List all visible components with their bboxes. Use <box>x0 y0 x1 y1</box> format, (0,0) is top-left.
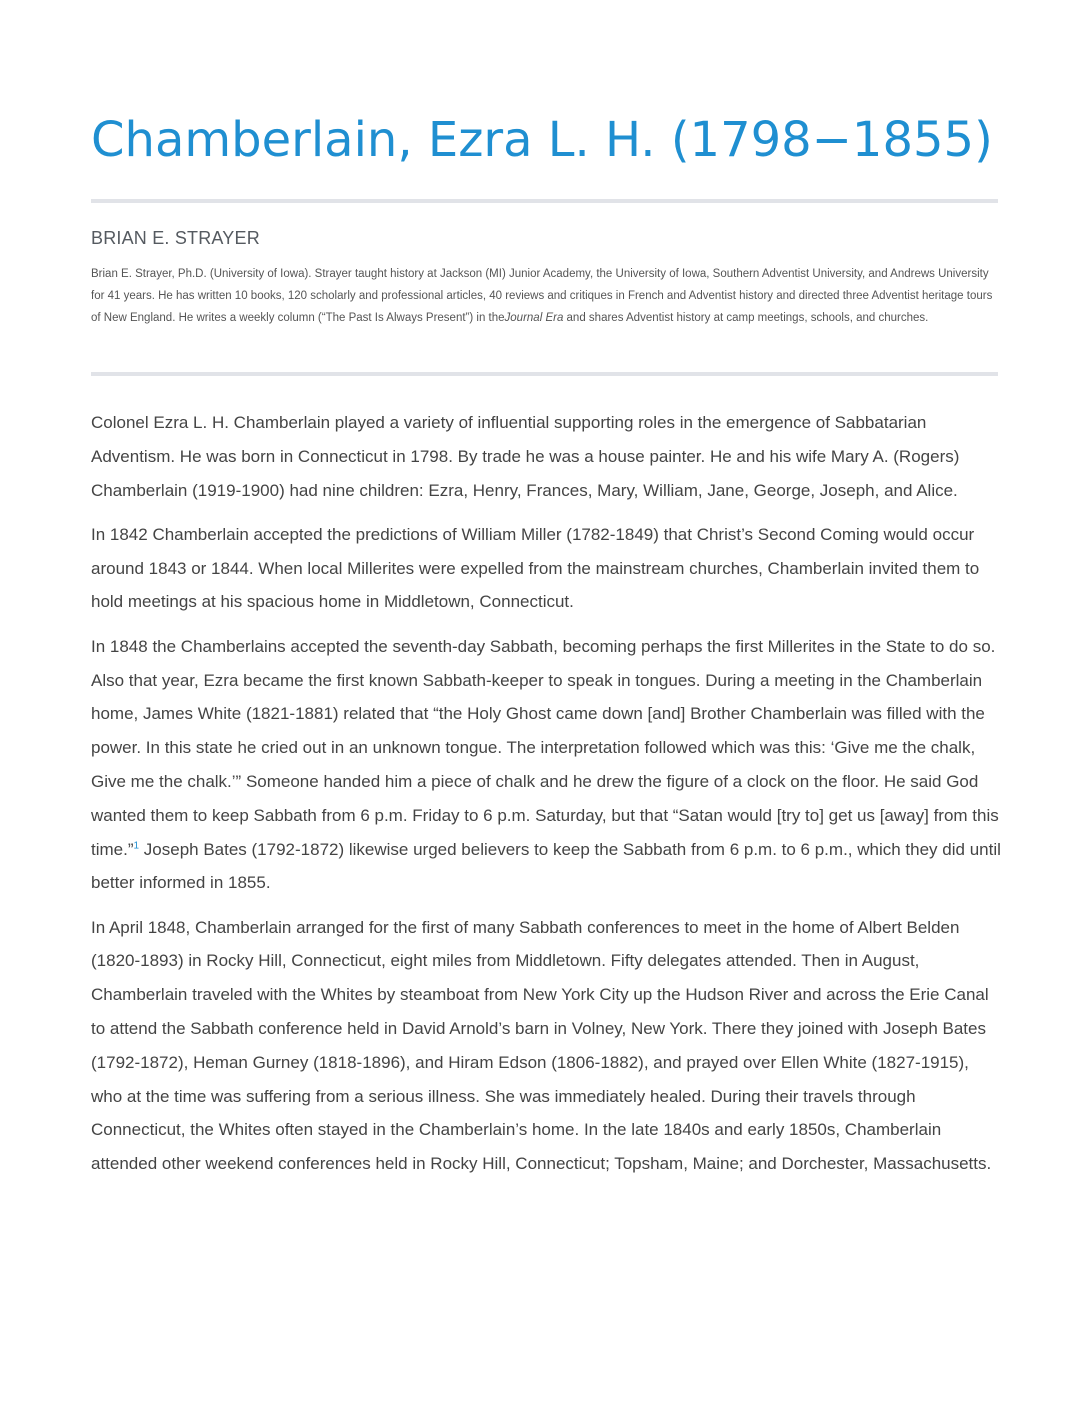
body-paragraph-text-end: Joseph Bates (1792-1872) likewise urged believers to keep the Sabbath from 6 p.m. to 6 p.m., which they did until better informed in 1855. <box>91 839 1001 893</box>
body-paragraph-text: In 1848 the Chamberlains accepted the seventh-day Sabbath, becoming perhaps the first Millerites in the State to do so. Also that year, Ezra became the first known Sabbath-keeper to speak in tongues. During a meeting in the Chamberlain home, James White (1821-1881) related that “the Holy Ghost came down [and] Brother Chamberlain was filled with the power. In this state he cried out in an unknown tongue. The interpretation followed which was this: ‘Give me the chalk, Give me the chalk.’” Someone handed him a piece of chalk and he drew the figure of a clock on the floor. He said God wanted them to keep Sabbath from 6 p.m. Friday to 6 p.m. Saturday, but that “Satan would [try to] get us [away] from this time.” <box>91 636 999 859</box>
title-divider <box>91 199 998 203</box>
body-paragraph <box>91 630 1003 900</box>
article-body <box>91 406 1003 1192</box>
article-title: Chamberlain, Ezra L. H. (1798−1855) <box>91 112 993 168</box>
bio-divider <box>91 372 998 376</box>
body-paragraph: Colonel Ezra L. H. Chamberlain played a variety of influential supporting roles in the emergence of Sabbatarian Adventism. He was born in Connecticut in 1798. By trade he was a house painter. He and his wife Mary A. (Rogers) Chamberlain (1919-1900) had nine children: Ezra, Henry, Frances, Mary, William, Jane, George, Joseph, and Alice. <box>91 413 960 500</box>
author-bio <box>91 263 997 329</box>
body-paragraph: In 1842 Chamberlain accepted the predictions of William Miller (1782-1849) that Christ’s Second Coming would occur around 1843 or 1844. When local Millerites were expelled from the mainstream churches, Chamberlain invited them to hold meetings at his spacious home in Middletown, Connecticut. <box>91 524 980 612</box>
author-bio-text-end: and shares Adventist history at camp meetings, schools, and churches. <box>563 312 929 324</box>
body-paragraph: In April 1848, Chamberlain arranged for the first of many Sabbath conferences to meet in the home of Albert Belden (1820-1893) in Rocky Hill, Connecticut, eight miles from Middletown. Fifty delegates attended. Then in August, Chamberlain traveled with the Whites by steamboat from New York City up the Hudson River and across the Erie Canal to attend the Sabbath conference held in David Arnold’s barn in Volney, New York. There they joined with Joseph Bates (1792-1872), Heman Gurney (1818-1896), and Hiram Edson (1806-1882), and prayed over Ellen White (1827-1915), who at the time was suffering from a serious illness. She was immediately healed. During their travels through Connecticut, the Whites often stayed in the Chamberlain’s home. In the late 1840s and early 1850s, Chamberlain attended other weekend conferences held in Rocky Hill, Connecticut; Topsham, Maine; and Dorchester, Massachusetts. <box>91 917 992 1174</box>
author-bio-publication: Journal Era <box>504 312 564 324</box>
footnote-link[interactable]: 1 <box>133 839 140 851</box>
author-name: BRIAN E. STRAYER <box>91 228 260 248</box>
author-bio-text: Brian E. Strayer, Ph.D. (University of Iowa). Strayer taught history at Jackson (MI) Junior Academy, the University of Iowa, Southern Adventist University, and Andrews University for 41 years. He has written 10 books, 120 scholarly and professional articles, 40 reviews and critiques in French and Adventist history and directed three Adventist heritage tours of New England. He writes a weekly column (“The Past Is Always Present”) in the <box>91 268 993 324</box>
